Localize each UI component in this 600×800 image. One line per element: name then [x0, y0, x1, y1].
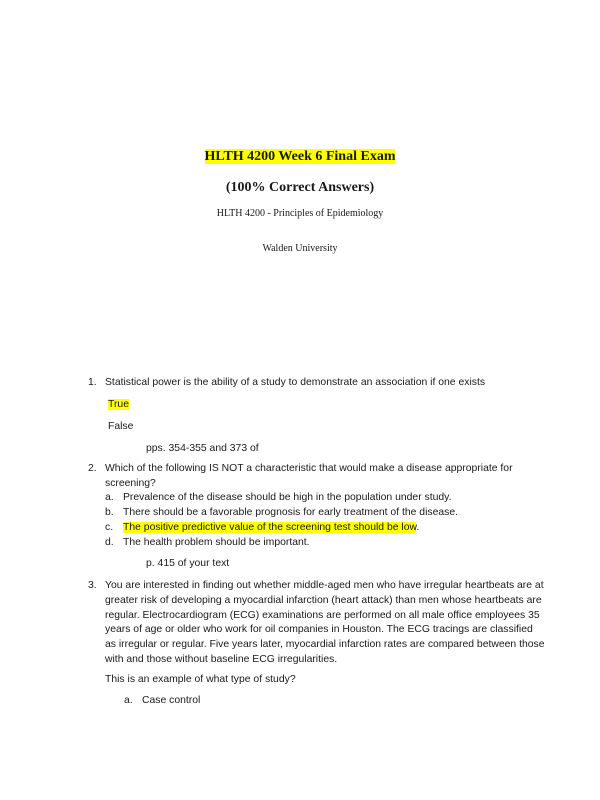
- question-2-option-d: The health problem should be important.: [123, 537, 310, 548]
- question-3-prompt: This is an example of what type of study?: [105, 674, 296, 685]
- question-3-option-a: Case control: [142, 695, 201, 706]
- question-2-number: 2.: [88, 463, 97, 474]
- question-2-option-d-letter: d.: [105, 537, 114, 548]
- course-name: HLTH 4200 - Principles of Epidemiology: [216, 208, 384, 219]
- question-2-option-b-letter: b.: [105, 507, 114, 518]
- exam-title-text: HLTH 4200 Week 6 Final Exam: [204, 149, 396, 164]
- question-3-number: 3.: [88, 580, 97, 591]
- question-1-reference: pps. 354-355 and 373 of: [146, 443, 259, 454]
- answer-highlight: True: [108, 399, 129, 410]
- school-name: Walden University: [262, 243, 338, 254]
- exam-title: [0, 149, 600, 165]
- question-1-option-true: [108, 398, 129, 413]
- question-3-text: You are interested in finding out whether middle-aged men who have irregular heartbeats are at greater risk of developing a myocardial infarction (heart attack) than men whose heartbeats are regular. Electrocardiogram (ECG) examinations are performed on all male office employees 35 years of age or older who work for oil companies in Houston. The ECG tracings are classified as irregular or regular. Five years later, myocardial infarction rates are compared between those with and those without baseline ECG irregularities.: [105, 580, 545, 665]
- question-1-text: Statistical power is the ability of a study to demonstrate an association if one exists: [105, 377, 486, 388]
- question-2-text: Which of the following IS NOT a characteristic that would make a disease appropriate for screening?: [105, 463, 513, 489]
- question-2-option-a-letter: a.: [105, 492, 114, 503]
- question-2-reference: p. 415 of your text: [146, 558, 230, 569]
- exam-subtitle: (100% Correct Answers): [225, 180, 375, 195]
- question-2-option-b: There should be a favorable prognosis for early treatment of the disease.: [123, 507, 459, 518]
- option-c-period: .: [416, 522, 420, 533]
- question-2-option-c-letter: c.: [105, 522, 114, 533]
- answer-highlight: The positive predictive value of the screening test should be low: [123, 522, 417, 533]
- question-2-option-c: [123, 521, 553, 536]
- question-1-option-false: False: [108, 421, 134, 432]
- question-3-option-a-letter: a.: [124, 695, 133, 706]
- question-2-option-a: Prevalence of the disease should be high in the population under study.: [123, 492, 452, 503]
- question-1-number: 1.: [88, 377, 97, 388]
